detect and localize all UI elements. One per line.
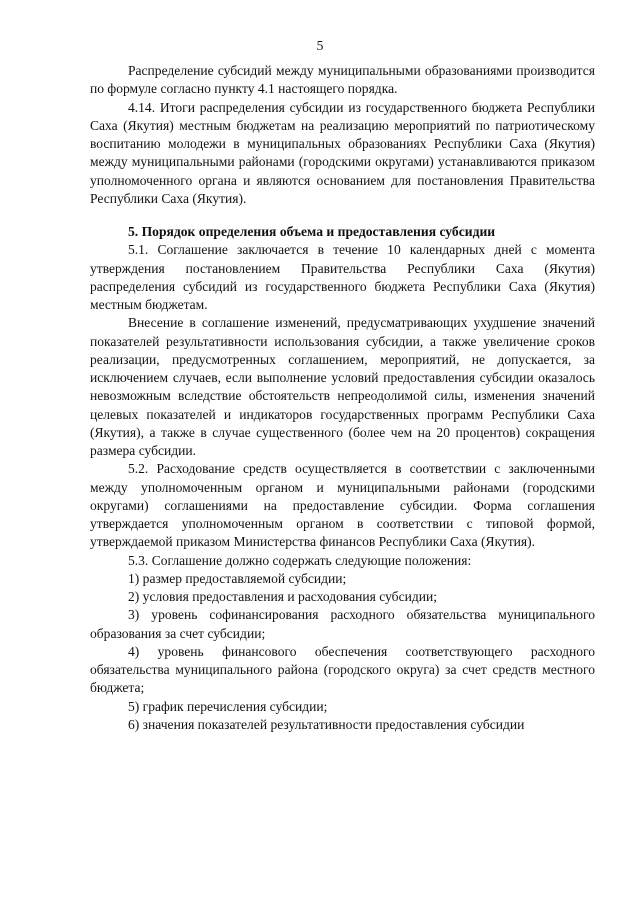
list-item-2: 2) условия предоставления и расходования субсидии; — [128, 589, 437, 604]
section-heading: 5. Порядок определения объема и предоставления субсидии — [128, 224, 496, 239]
document-body — [90, 62, 595, 734]
paragraph-5-2: 5.2. Расходование средств осуществляется в соответствии с заключенными между уполномоченным органом и муниципальными районами (городскими округами) соглашениями на предоставление субсидии. Форма соглашения утверждается уполномоченным органом в соответствии с типовой формой, утверждаемой приказом Министерства финансов Республики Саха (Якутия). — [90, 461, 595, 550]
paragraph-amendments: Внесение в соглашение изменений, предусматривающих ухудшение значений показателей результативности использования субсидии, а также увеличение сроков реализации, предусмотренных соглашением, мероприятий, не допускается, за исключением случаев, если выполнение условий предоставления субсидии оказалось невозможным вследствие обстоятельств непреодолимой силы, изменения значений целевых показателей и индикаторов государственных программ Республики Саха (Якутия), а также в случае существенного (более чем на 20 процентов) сокращения размера субсидии. — [90, 315, 595, 458]
paragraph-distribution-formula: Распределение субсидий между муниципальными образованиями производится по формуле согласно пункту 4.1 настоящего порядка. — [90, 63, 595, 97]
paragraph-5-1: 5.1. Соглашение заключается в течение 10 календарных дней с момента утверждения постановлением Правительства Республики Саха (Якутия) распределения субсидий из государственного бюджета Республики Саха (Якутия) местным бюджетам. — [90, 242, 595, 312]
list-item-5: 5) график перечисления субсидии; — [128, 698, 328, 714]
paragraph-4-14: 4.14. Итоги распределения субсидии из государственного бюджета Республики Саха (Якутия) местным бюджетам на реализацию мероприятий по патриотическому воспитанию молодежи в муниципальных образованиях Республики Саха (Якутия) между муниципальными районами (городскими округами) устанавливаются приказом уполномоченного органа и являются основанием для постановления Правительства Республики Саха (Якутия). — [90, 99, 595, 206]
page-number: 5 — [316, 38, 324, 53]
list-item-3: 3) уровень софинансирования расходного обязательства муниципального образования за счет субсидии; — [90, 607, 595, 641]
list-item-4: 4) уровень финансового обеспечения соответствующего расходного обязательства муниципального района (городского округа) за счет средств местного бюджета; — [90, 643, 595, 696]
list-item-6: 6) значения показателей результативности предоставления субсидии — [128, 716, 525, 732]
paragraph-5-3: 5.3. Соглашение должно содержать следующие положения: — [128, 552, 472, 568]
list-item-1: 1) размер предоставляемой субсидии; — [128, 570, 347, 586]
